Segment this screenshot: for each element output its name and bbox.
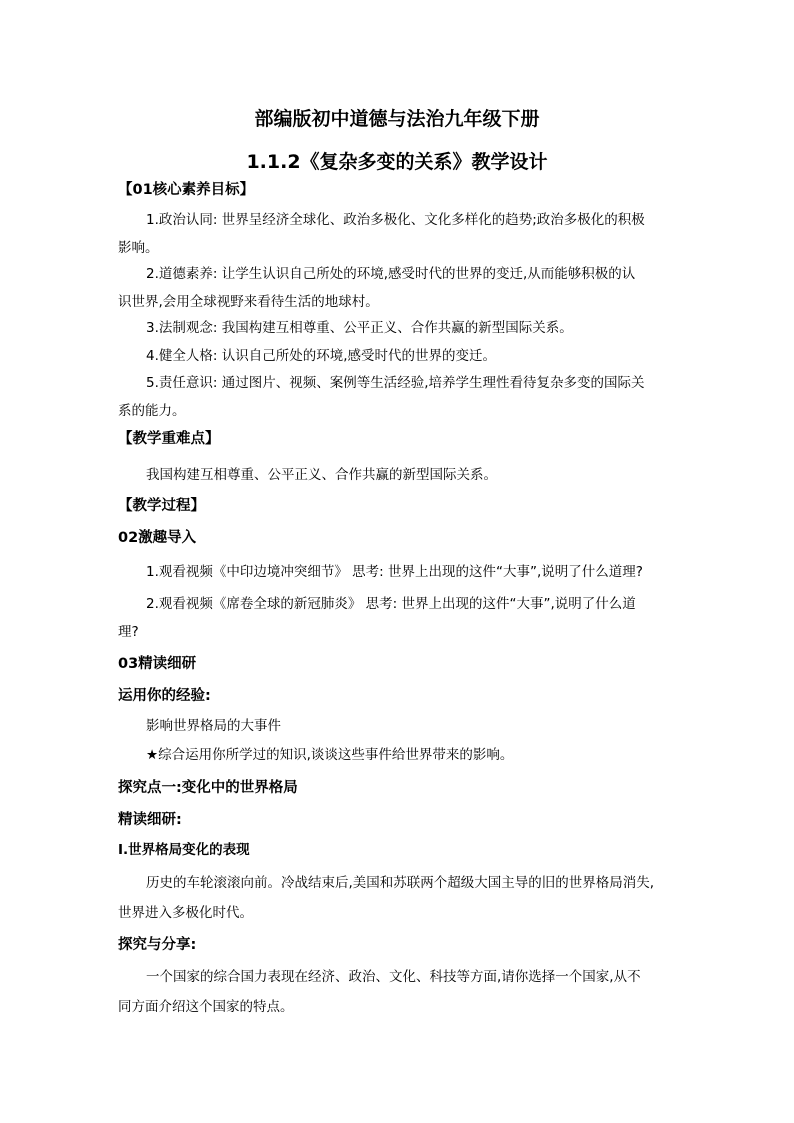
goal-item-1-line-2: 影响。 <box>118 240 159 256</box>
point-heading-world-pattern: Ⅰ.世界格局变化的表现 <box>118 842 250 858</box>
major-events-text: 影响世界格局的大事件 <box>146 718 281 734</box>
goal-item-1-line-1: 1.政治认同: 世界呈经济全球化、政治多极化、文化多样化的趋势;政治多极化的积极 <box>146 212 645 228</box>
events-impact-prompt: ★综合运用你所学过的知识,谈谈这些事件给世界带来的影响。 <box>146 747 514 763</box>
document-title-sub: 1.1.2《复杂多变的关系》教学设计 <box>246 151 548 173</box>
goal-item-2-line-1: 2.道德素养: 让学生认识自己所处的环境,感受时代的世界的变迁,从而能够积极的认 <box>146 266 636 282</box>
goal-item-4: 4.健全人格: 认识自己所处的环境,感受时代的世界的变迁。 <box>146 348 497 364</box>
section-heading-core-goals: 【01核心素养目标】 <box>118 182 255 198</box>
world-pattern-text-line-2: 世界进入多极化时代。 <box>118 905 253 921</box>
goal-item-3: 3.法制观念: 我国构建互相尊重、公平正义、合作共赢的新型国际关系。 <box>146 320 573 336</box>
intro-item-2-line-1: 2.观看视频《席卷全球的新冠肺炎》 思考: 世界上出现的这件“大事”,说明了什么道 <box>146 596 636 612</box>
explore-share-text-line-2: 同方面介绍这个国家的特点。 <box>118 999 294 1015</box>
intro-item-1: 1.观看视频《中印边境冲突细节》 思考: 世界上出现的这件“大事”,说明了什么道理? <box>146 564 643 580</box>
intro-item-2-line-2: 理? <box>118 624 139 640</box>
section-heading-inquiry-one: 探究点一:变化中的世界格局 <box>118 780 298 796</box>
section-heading-close-reading: 03精读细研 <box>118 656 197 672</box>
goal-item-2-line-2: 识世界,会用全球视野来看待生活的地球村。 <box>118 294 379 310</box>
sub-heading-close-reading: 精读细研: <box>118 812 182 828</box>
key-points-text: 我国构建互相尊重、公平正义、合作共赢的新型国际关系。 <box>146 467 497 483</box>
section-heading-explore-share: 探究与分享: <box>118 937 197 953</box>
section-heading-key-points: 【教学重难点】 <box>118 431 220 447</box>
section-heading-teaching-process: 【教学过程】 <box>118 498 205 514</box>
sub-heading-use-experience: 运用你的经验: <box>118 688 211 704</box>
explore-share-text-line-1: 一个国家的综合国力表现在经济、政治、文化、科技等方面,请你选择一个国家,从不 <box>146 969 641 985</box>
world-pattern-text-line-1: 历史的车轮滚滚向前。冷战结束后,美国和苏联两个超级大国主导的旧的世界格局消失, <box>146 875 655 891</box>
goal-item-5-line-2: 系的能力。 <box>118 403 186 419</box>
document-title-main: 部编版初中道德与法治九年级下册 <box>254 108 540 130</box>
section-heading-intro: 02激趣导入 <box>118 530 197 546</box>
goal-item-5-line-1: 5.责任意识: 通过图片、视频、案例等生活经验,培养学生理性看待复杂多变的国际关 <box>146 375 645 391</box>
